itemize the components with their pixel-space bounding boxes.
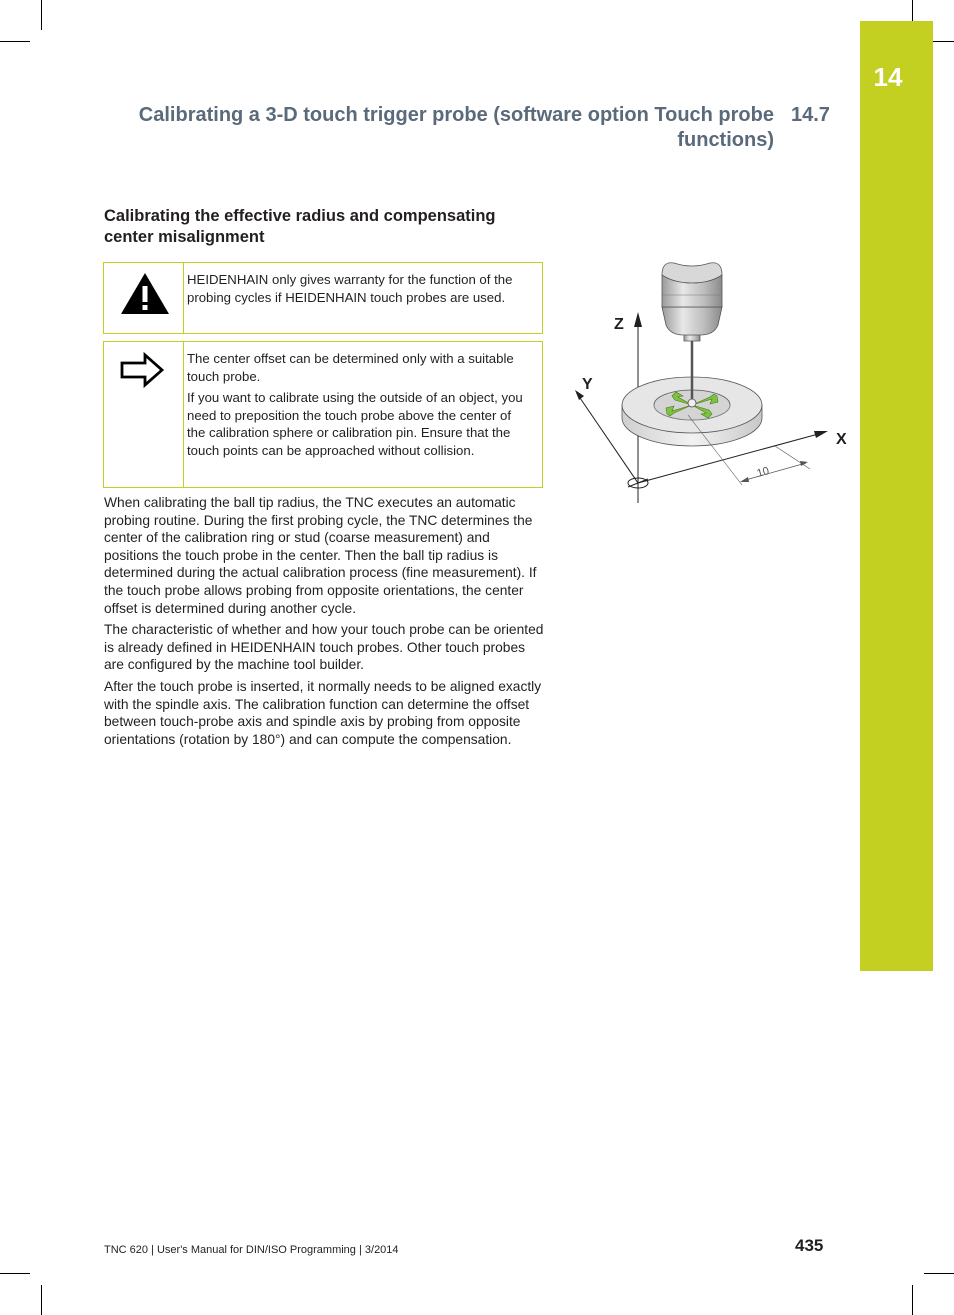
crop-mark (0, 1273, 30, 1274)
crop-mark (912, 1285, 913, 1315)
z-axis-label: Z (614, 316, 624, 333)
section-title: Calibrating the effective radius and compensating center misalignment (104, 207, 496, 246)
note-paragraph: If you want to calibrate using the outside of an object, you need to preposition the touch probe above the center of the calibration sphere or calibration pin. Ensure that the touch points can be approached without collision. (187, 390, 523, 458)
note-text (187, 350, 532, 463)
note-paragraph: The center offset can be determined only with a suitable touch probe. (187, 351, 514, 384)
warning-triangle-icon (119, 270, 171, 316)
page-number: 435 (795, 1236, 824, 1255)
header-section-number: 14.7 (791, 104, 830, 126)
crop-mark (41, 0, 42, 30)
touch-probe (662, 263, 722, 341)
header-title: Calibrating a 3-D touch trigger probe (software option Touch probe functions) (138, 104, 774, 151)
arrow-right-icon (119, 352, 165, 388)
crop-mark (924, 1273, 954, 1274)
x-axis-arrow (814, 431, 828, 438)
body-paragraph: The characteristic of whether and how your touch probe can be oriented is already defined in HEIDENHAIN touch probes. Other touch probes are configured by the machine tool builder. (104, 622, 544, 673)
dimension-label: 10 (755, 464, 771, 480)
box-divider (183, 263, 184, 333)
probe-ball (688, 399, 696, 407)
body-text (104, 494, 544, 752)
warning-text: HEIDENHAIN only gives warranty for the function of the probing cycles if HEIDENHAIN touch probes are used. (187, 272, 513, 305)
footer-text: TNC 620 | User's Manual for DIN/ISO Programming | 3/2014 (104, 1244, 399, 1256)
y-axis-label: Y (582, 376, 593, 393)
x-axis-label: X (836, 431, 847, 448)
chapter-tab (860, 21, 933, 971)
crop-mark (41, 1285, 42, 1315)
crop-mark (0, 41, 30, 42)
box-divider (183, 342, 184, 487)
body-paragraph: When calibrating the ball tip radius, the TNC executes an automatic probing routine. During the first probing cycle, the TNC determines the center of the calibration ring or stud (coarse measurement) and positions the touch probe in the center. Then the ball tip radius is determined during the actual calibration process (fine measurement). If the touch probe allows probing from opposite orientations, the center offset is determined during another cycle. (104, 495, 537, 616)
body-paragraph: After the touch probe is inserted, it normally needs to be aligned exactly with the spindle axis. The calibration function can determine the offset between touch-probe axis and spindle axis by probing from opposite orientations (rotation by 180°) and can compute the compensation. (104, 678, 542, 747)
chapter-number: 14 (873, 62, 903, 92)
z-axis-arrow (634, 312, 642, 327)
note-box (103, 341, 543, 488)
warning-box (103, 262, 543, 334)
calibration-figure (570, 255, 855, 510)
